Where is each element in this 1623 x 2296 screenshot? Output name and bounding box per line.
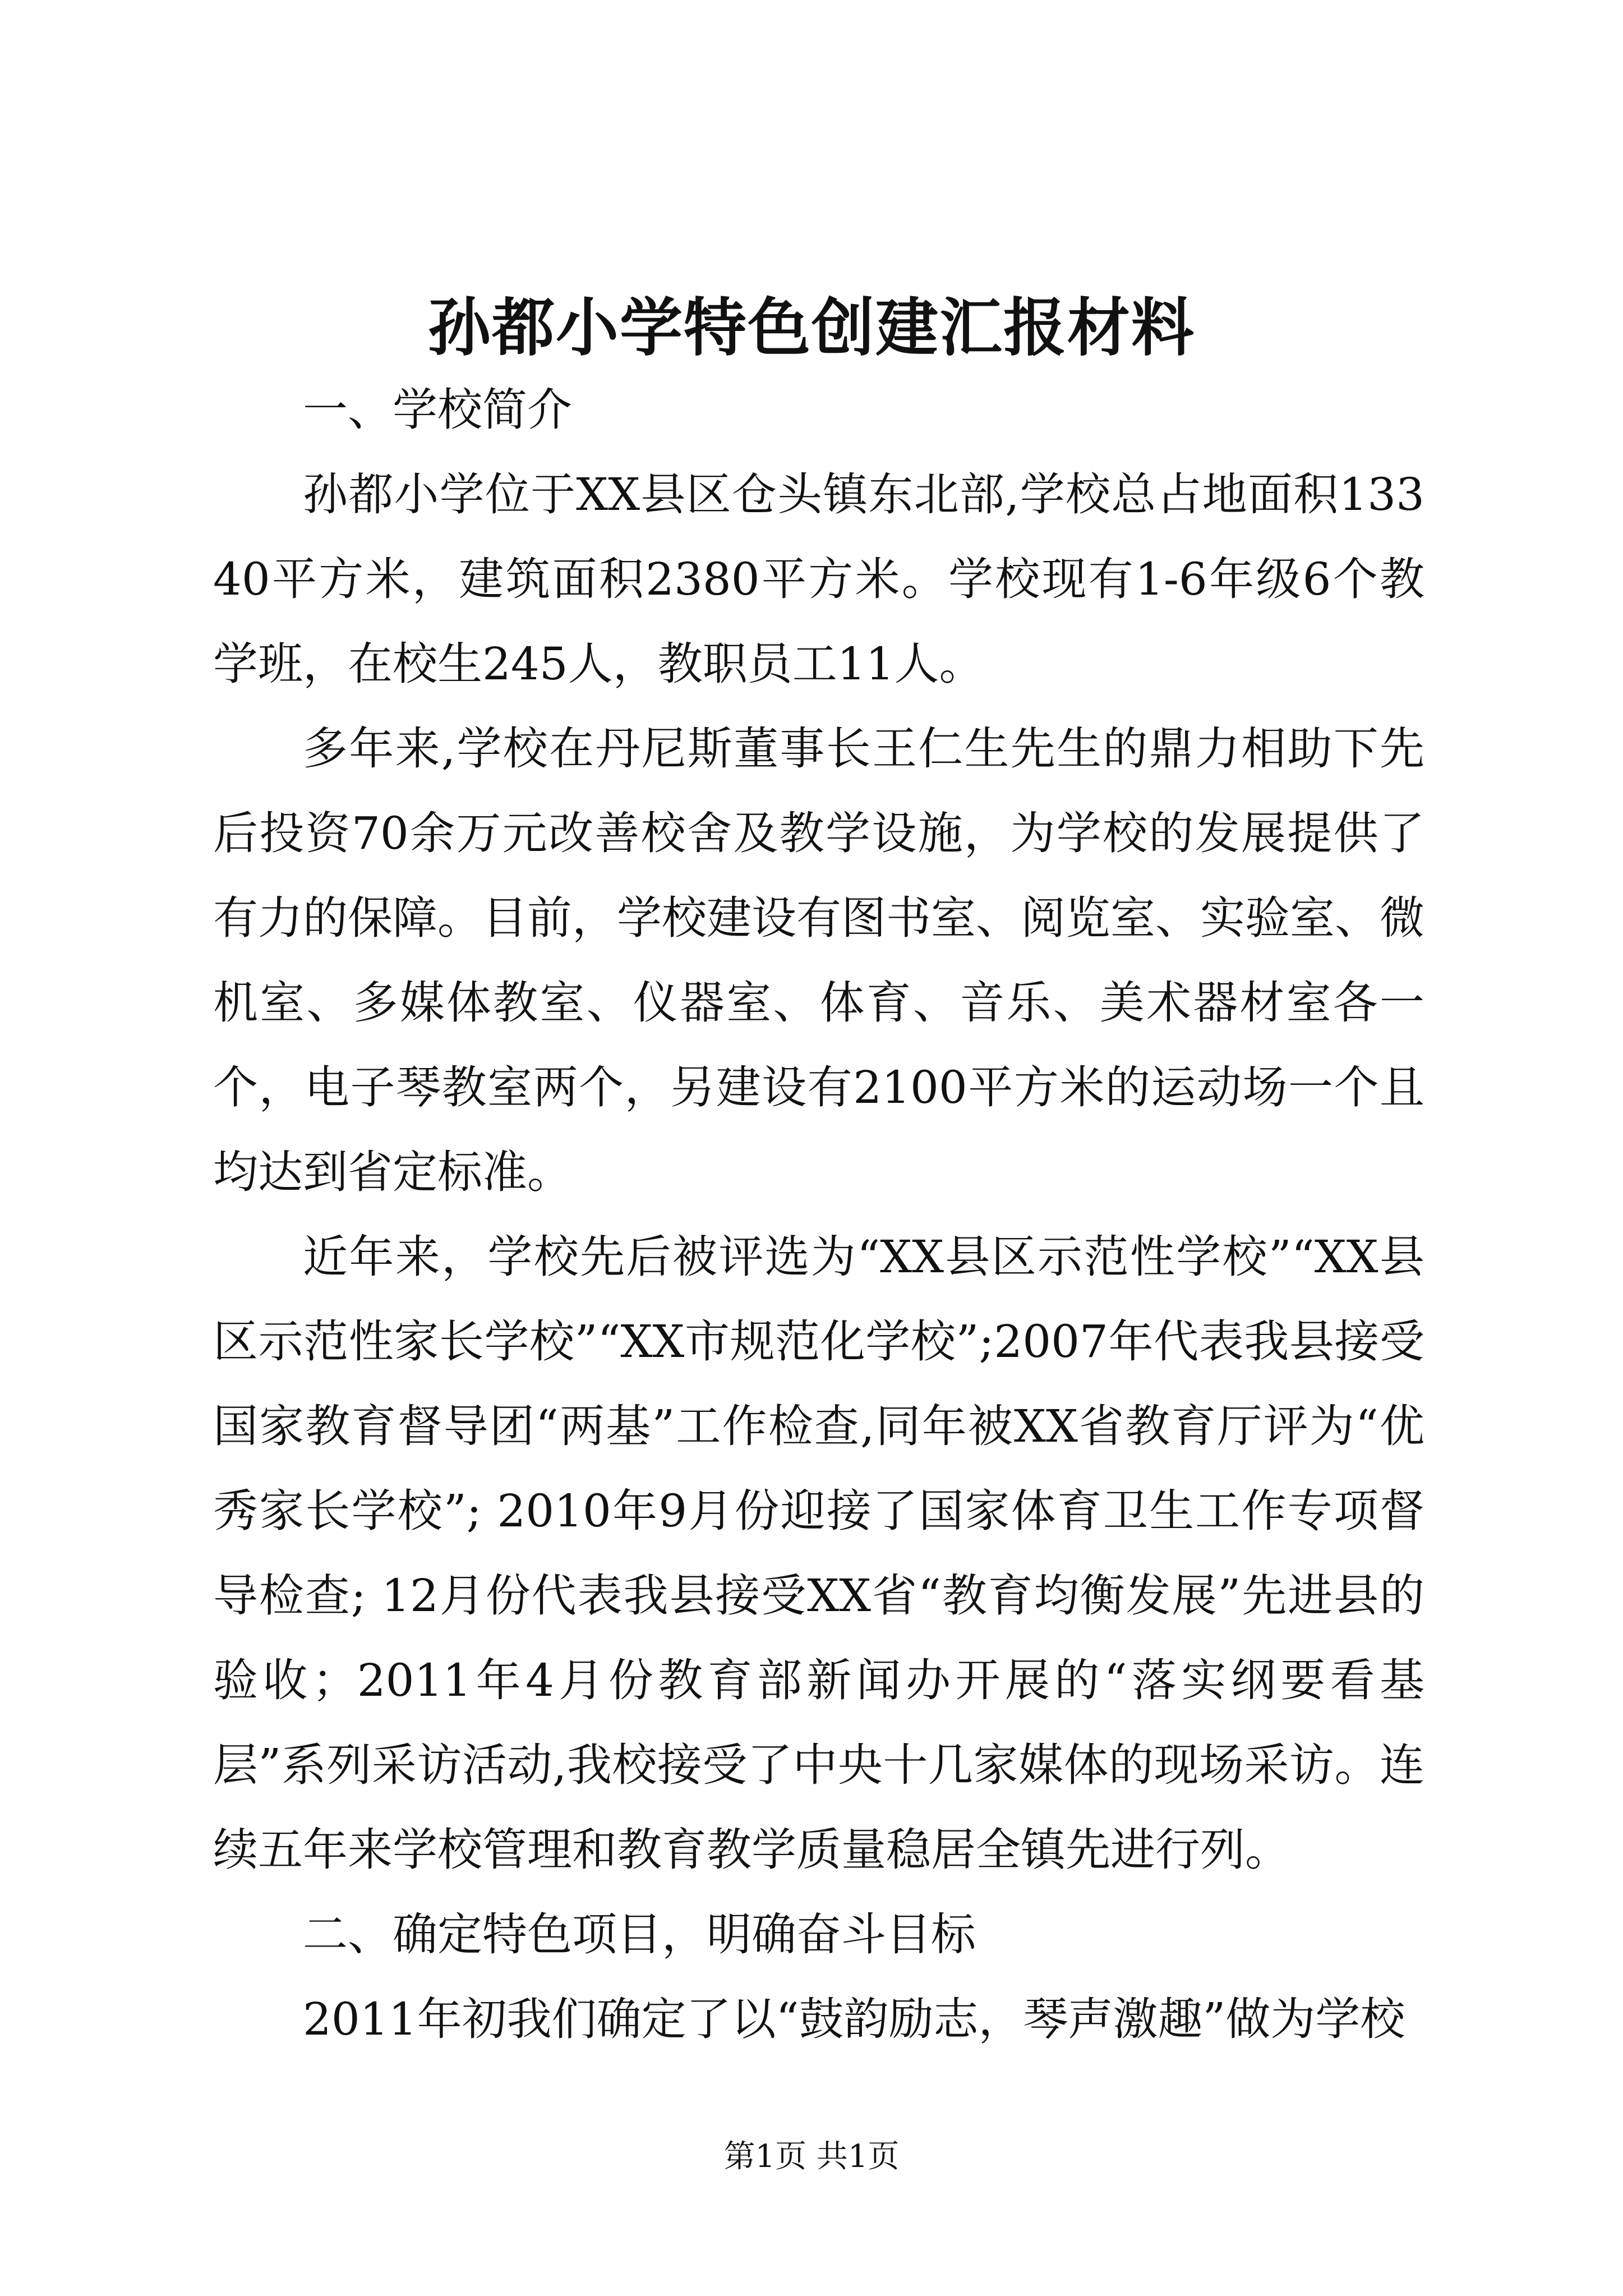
paragraph: 多年来,学校在丹尼斯董事长王仁生先生的鼎力相助下先后投资70余万元改善校舍及教学设施，为学校的发展提供了有力的保障。目前，学校建设有图书室、阅览室、实验室、微机室、多媒体教室、仪器室、体育、音乐、美术器材室各一个，电子琴教室两个，另建设有2100平方米的运动场一个且均达到省定标准。	[213, 723, 1424, 1198]
document-body	[213, 367, 1424, 2062]
paragraph: 近年来，学校先后被评选为“XX县区示范性学校”“XX县区示范性家长学校”“XX市规范化学校”;2007年代表我县接受国家教育督导团“两基”工作检查,同年被XX省教育厅评为“优秀家长学校”; 2010年9月份迎接了国家体育卫生工作专项督导检查; 12月份代表我县接受XX省“教育均衡发展”先进县的验收；2011年4月份教育部新闻办开展的“落实纲要看基层”系列采访活动,我校接受了中央十几家媒体的现场采访。连续五年来学校管理和教育教学质量稳居全镇先进行列。	[213, 1231, 1424, 1876]
section-heading: 一、学校简介	[303, 384, 572, 436]
paragraph: 2011年初我们确定了以“鼓韵励志，琴声激趣”做为学校	[303, 1993, 1405, 2045]
page-footer: 第1页 共1页	[723, 2138, 900, 2175]
document-title: 孙都小学特色创建汇报材料	[428, 291, 1195, 365]
paragraph: 孙都小学位于XX县区仓头镇东北部,学校总占地面积13340平方米，建筑面积2380平方米。学校现有1-6年级6个教学班，在校生245人，教职员工11人。	[213, 468, 1424, 690]
section-heading: 二、确定特色项目，明确奋斗目标	[303, 1908, 976, 1961]
